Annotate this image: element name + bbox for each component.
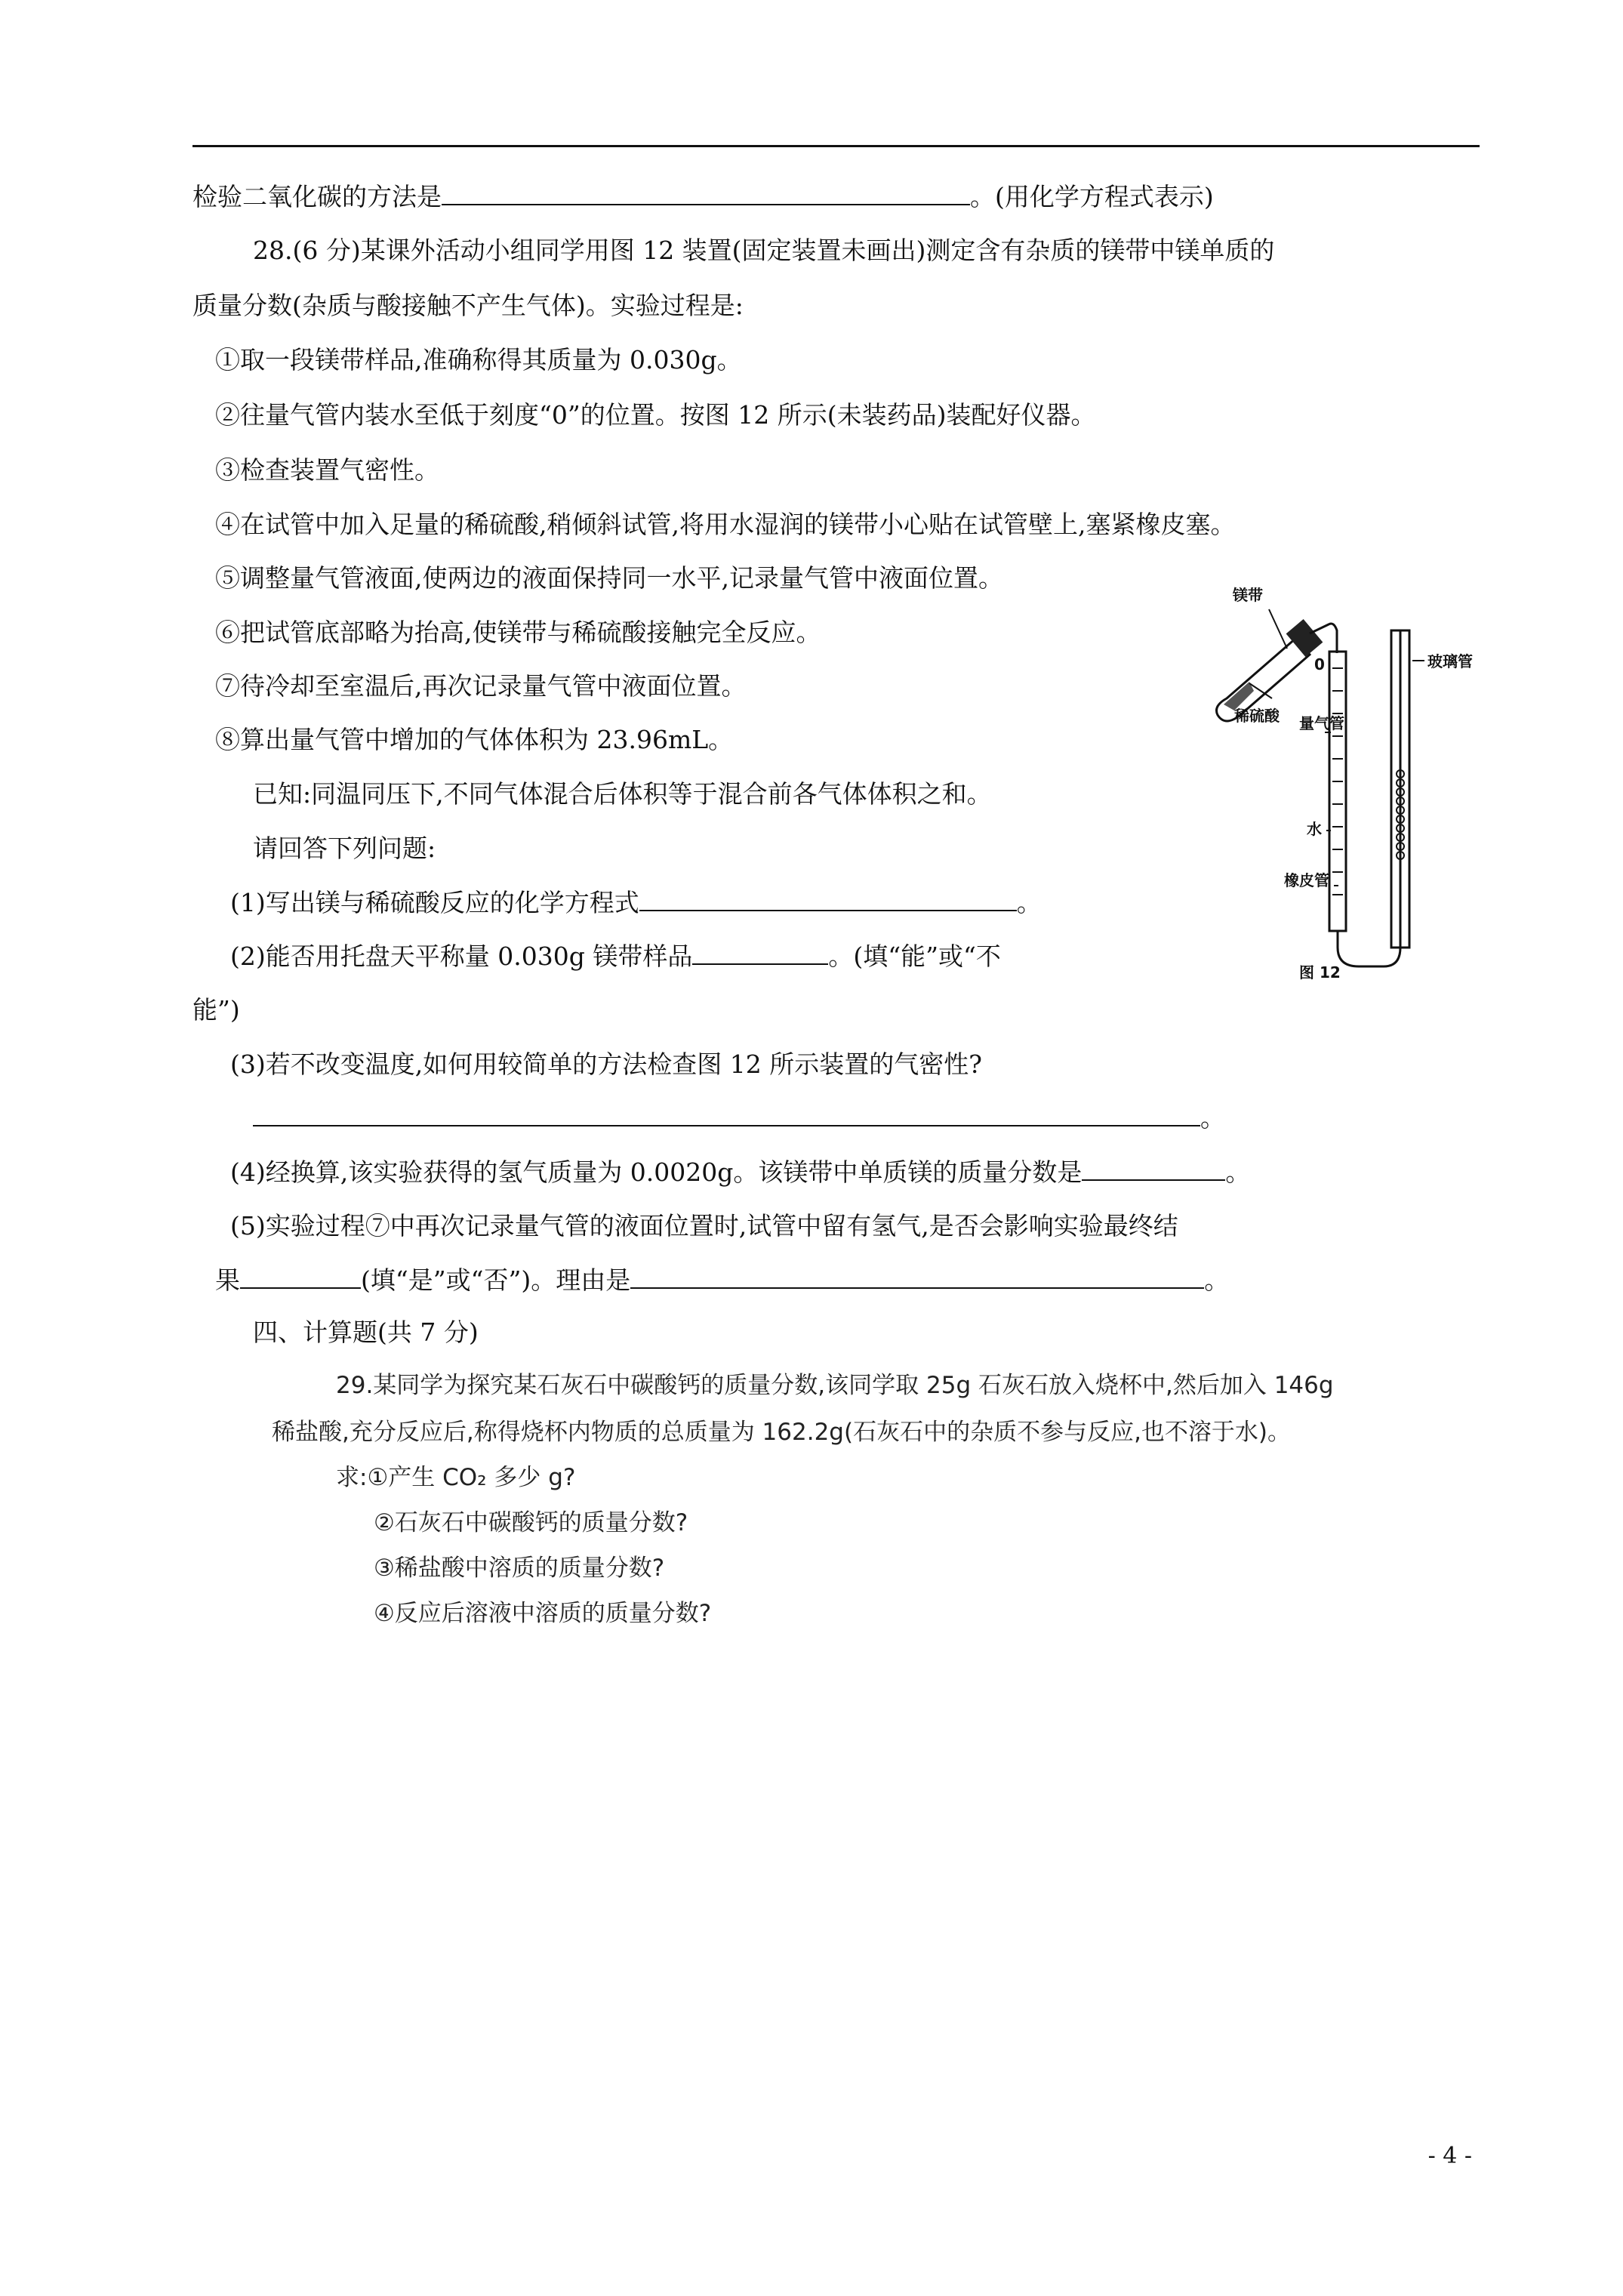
answer-prompt: 请回答下列问题: xyxy=(253,834,436,863)
step-1: ①取一段镁带样品,准确称得其质量为 0.030g。 xyxy=(215,345,742,374)
question-3-answer: 。 xyxy=(253,1102,1225,1133)
q28-intro-2: 质量分数(杂质与酸接触不产生气体)。实验过程是: xyxy=(192,291,744,320)
label-burette: 量气管 xyxy=(1299,714,1344,732)
q29-ask-4: ④反应后溶液中溶质的质量分数? xyxy=(374,1600,712,1627)
label-rubber-tube: 橡皮管 xyxy=(1284,871,1329,889)
co2-test-text: 检验二氧化碳的方法是 xyxy=(192,182,442,211)
answer-blank[interactable] xyxy=(1082,1157,1225,1181)
question-2: (2)能否用托盘天平称量 0.030g 镁带样品 。(填“能”或“不 xyxy=(230,942,1001,971)
step-3: ③检查装置气密性。 xyxy=(215,455,439,485)
label-dilute-sulfuric-acid: 稀硫酸 xyxy=(1234,707,1280,725)
step-8: ⑧算出量气管中增加的气体体积为 23.96mL。 xyxy=(215,725,734,754)
question-1: (1)写出镁与稀硫酸反应的化学方程式 。 xyxy=(230,888,1042,917)
answer-blank[interactable] xyxy=(630,1265,1204,1289)
page-number: - 4 - xyxy=(1427,2143,1472,2169)
answer-blank[interactable] xyxy=(240,1265,361,1289)
step-4: ④在试管中加入足量的稀硫酸,稍倾斜试管,将用水湿润的镁带小心贴在试管壁上,塞紧橡皮塞。 xyxy=(215,510,1236,539)
co2-test-line xyxy=(192,181,1214,212)
question-5-cont: 果 (填“是”或“否”)。理由是 。 xyxy=(215,1265,1230,1295)
co2-test-tail: 。(用化学方程式表示) xyxy=(970,182,1214,211)
q29-ask-1: 求:①产生 CO₂ 多少 g? xyxy=(336,1464,576,1491)
label-water: 水 xyxy=(1307,820,1322,838)
gas-burette xyxy=(1329,652,1346,931)
step-5: ⑤调整量气管液面,使两边的液面保持同一水平,记录量气管中液面位置。 xyxy=(215,563,1003,593)
q28-intro-1: 28.(6 分)某课外活动小组同学用图 12 装置(固定装置未画出)测定含有杂质的镁带中镁单质的 xyxy=(253,236,1275,265)
label-zero-mark: 0 xyxy=(1314,655,1325,673)
q29-ask-2: ②石灰石中碳酸钙的质量分数? xyxy=(374,1509,688,1536)
section-4-heading: 四、计算题(共 7 分) xyxy=(253,1318,479,1347)
figure-caption: 图 12 xyxy=(1299,963,1341,982)
question-3: (3)若不改变温度,如何用较简单的方法检查图 12 所示装置的气密性? xyxy=(230,1049,982,1079)
step-6: ⑥把试管底部略为抬高,使镁带与稀硫酸接触完全反应。 xyxy=(215,618,821,647)
question-4: (4)经换算,该实验获得的氢气质量为 0.0020g。该镁带中单质镁的质量分数是 。 xyxy=(230,1157,1251,1187)
step-7: ⑦待冷却至室温后,再次记录量气管中液面位置。 xyxy=(215,671,747,701)
known-note: 已知:同温同压下,不同气体混合后体积等于混合前各气体体积之和。 xyxy=(253,779,992,809)
answer-blank[interactable] xyxy=(253,1102,1200,1126)
answer-blank[interactable] xyxy=(639,887,1017,911)
apparatus-figure xyxy=(1204,585,1529,985)
step-2: ②往量气管内装水至低于刻度“0”的位置。按图 12 所示(未装药品)装配好仪器。 xyxy=(215,400,1096,430)
q29-line-2: 稀盐酸,充分反应后,称得烧杯内物质的总质量为 162.2g(石灰石中的杂质不参与反应,也不溶于水)。 xyxy=(272,1419,1292,1446)
label-magnesium-ribbon: 镁带 xyxy=(1233,586,1263,604)
question-5: (5)实验过程⑦中再次记录量气管的液面位置时,试管中留有氢气,是否会影响实验最终结 xyxy=(230,1211,1178,1240)
test-tube xyxy=(1217,619,1323,721)
question-2-cont: 能”) xyxy=(192,995,240,1025)
answer-blank[interactable] xyxy=(692,941,828,965)
rubber-stopper xyxy=(1286,619,1323,657)
answer-blank[interactable] xyxy=(442,181,970,205)
q29-ask-3: ③稀盐酸中溶质的质量分数? xyxy=(374,1555,665,1582)
label-glass-tube: 玻璃管 xyxy=(1427,652,1473,670)
q29-line-1: 29.某同学为探究某石灰石中碳酸钙的质量分数,该同学取 25g 石灰石放入烧杯中,然后加入 146g xyxy=(336,1372,1334,1399)
header-rule xyxy=(192,145,1480,147)
